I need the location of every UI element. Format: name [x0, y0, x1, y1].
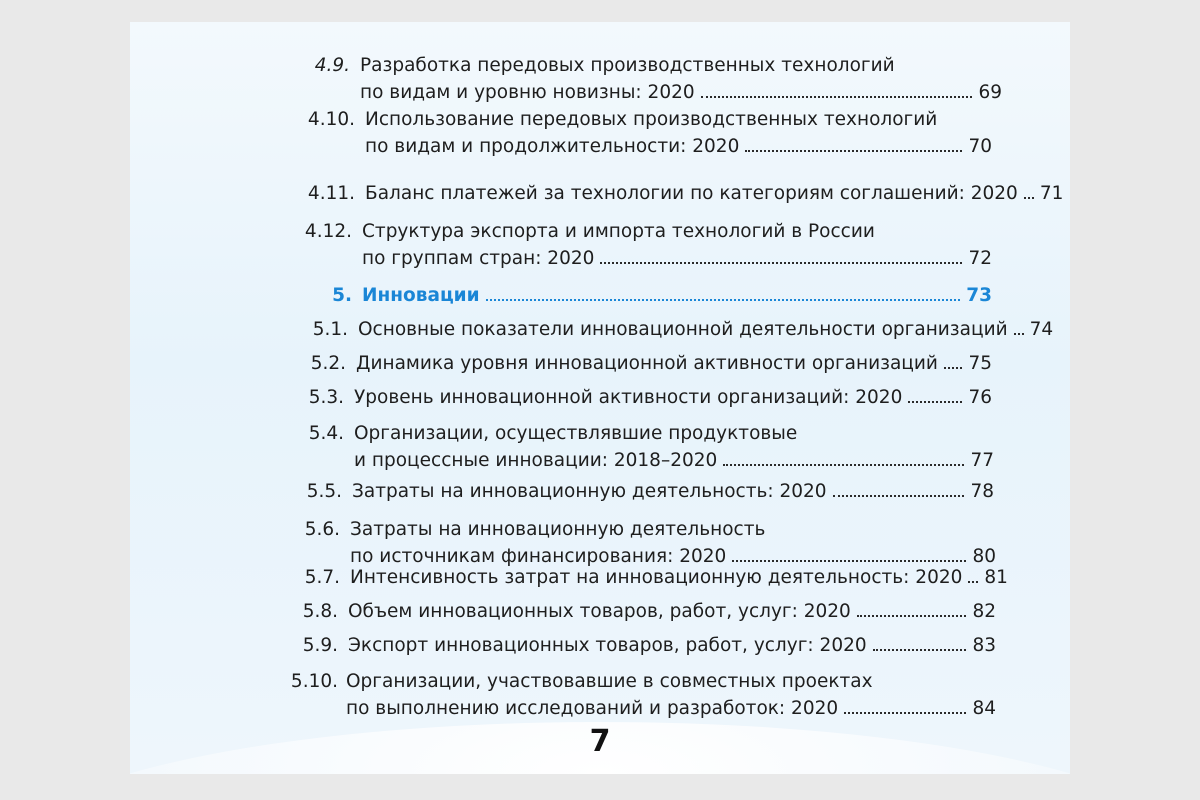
dot-leader [833, 495, 965, 497]
toc-entry-5-5[interactable] [130, 478, 994, 505]
dot-leader [732, 560, 966, 562]
toc-entry-title-line: Экспорт инновационных товаров, работ, услуг: 2020 [348, 635, 867, 656]
toc-entry-title-line: по источникам финансирования: 2020 [350, 546, 727, 567]
document-page [130, 22, 1070, 774]
toc-entry-number: 5.7. [304, 567, 340, 588]
dot-leader [600, 262, 962, 264]
toc-entry-4-10[interactable] [130, 106, 992, 160]
toc-entry-5-3[interactable] [130, 384, 992, 411]
toc-entry-number: 5.4. [308, 423, 344, 444]
toc-section-number: 5. [332, 285, 352, 306]
toc-entry-title-line: Уровень инновационной активности организаций: 2020 [354, 387, 903, 408]
toc-entry-number: 5.2. [310, 353, 346, 374]
toc-entry-title-line: Разработка передовых производственных технологий [360, 55, 895, 76]
page-number: 7 [589, 724, 611, 759]
toc-entry-title-line: Интенсивность затрат на инновационную деятельность: 2020 [350, 567, 963, 588]
dot-leader [1024, 197, 1034, 199]
toc-entry-number: 4.12. [304, 221, 352, 242]
dot-leader [701, 96, 973, 98]
dot-leader [1014, 333, 1024, 335]
toc-entry-page: 71 [1039, 183, 1064, 204]
toc-entry-5-2[interactable] [130, 350, 992, 377]
dot-leader [873, 649, 967, 651]
toc-entry-4-12[interactable] [130, 218, 992, 272]
toc-entry-5-9[interactable] [130, 632, 996, 659]
toc-entry-title-line: Организации, осуществлявшие продуктовые [354, 423, 798, 444]
toc-entry-title-line: Основные показатели инновационной деятельности организаций [358, 319, 1008, 340]
toc-entry-page: 69 [978, 82, 1002, 103]
toc-entry-page: 84 [972, 698, 996, 719]
toc-entry-number: 5.8. [302, 601, 338, 622]
toc-entry-title-line: Динамика уровня инновационной активности организаций [356, 353, 938, 374]
toc-entry-title-line: Структура экспорта и импорта технологий в России [362, 221, 875, 242]
toc-entry-page: 70 [968, 136, 992, 157]
toc-entry-title-line: Использование передовых производственных технологий [365, 109, 938, 130]
toc-entry-title-line: по видам и продолжительности: 2020 [365, 136, 740, 157]
table-of-contents [130, 22, 1070, 774]
toc-entry-number: 5.1. [312, 319, 348, 340]
toc-entry-title-line: и процессные инновации: 2018–2020 [354, 450, 718, 471]
toc-entry-title-line: по выполнению исследований и разработок: 2020 [346, 698, 839, 719]
toc-entry-number: 5.5. [306, 481, 342, 502]
toc-entry-page: 81 [984, 567, 1008, 588]
toc-entry-page: 76 [968, 387, 992, 408]
toc-entry-page: 74 [1029, 319, 1054, 340]
dot-leader [944, 367, 963, 369]
dot-leader [745, 150, 962, 152]
toc-entry-page: 75 [968, 353, 992, 374]
toc-entry-title-line: по группам стран: 2020 [362, 248, 595, 269]
toc-entry-title-line: Затраты на инновационную деятельность: 2020 [352, 481, 827, 502]
toc-entry-title-line: Баланс платежей за технологии по категориям соглашений: 2020 [365, 183, 1018, 204]
toc-entry-5-10[interactable] [130, 668, 996, 722]
toc-entry-number: 4.11. [307, 183, 355, 204]
toc-section-page: 73 [966, 285, 992, 306]
dot-leader [723, 464, 964, 466]
toc-section-title: Инновации [362, 285, 480, 306]
toc-entry-number: 5.9. [302, 635, 338, 656]
toc-section-5[interactable] [130, 282, 992, 309]
toc-entry-page: 77 [970, 450, 994, 471]
toc-entry-5-8[interactable] [130, 598, 996, 625]
toc-entry-title-line: Организации, участвовавшие в совместных проектах [346, 671, 873, 692]
toc-entry-title-line: по видам и уровню новизны: 2020 [360, 82, 695, 103]
toc-entry-page: 83 [972, 635, 996, 656]
toc-entry-5-4[interactable] [130, 420, 994, 474]
toc-entry-number: 4.9. [314, 55, 350, 76]
toc-entry-number: 4.10. [307, 109, 355, 130]
dot-leader [844, 712, 966, 714]
toc-entry-page: 78 [970, 481, 994, 502]
dot-leader [486, 299, 961, 301]
toc-entry-5-7[interactable] [130, 564, 1008, 591]
toc-entry-title-line: Затраты на инновационную деятельность [350, 519, 766, 540]
toc-entry-4-9[interactable] [240, 52, 1002, 106]
dot-leader [968, 581, 978, 583]
toc-entry-number: 5.10. [290, 671, 338, 692]
toc-entry-5-1[interactable] [130, 316, 1054, 343]
dot-leader [908, 401, 962, 403]
toc-entry-number: 5.3. [308, 387, 344, 408]
toc-entry-page: 80 [972, 546, 996, 567]
toc-entry-4-11[interactable] [130, 180, 1064, 207]
toc-entry-5-6[interactable] [130, 516, 996, 570]
toc-entry-title-line: Объем инновационных товаров, работ, услуг: 2020 [348, 601, 851, 622]
dot-leader [857, 615, 967, 617]
toc-entry-page: 82 [972, 601, 996, 622]
toc-entry-number: 5.6. [304, 519, 340, 540]
toc-entry-page: 72 [968, 248, 992, 269]
